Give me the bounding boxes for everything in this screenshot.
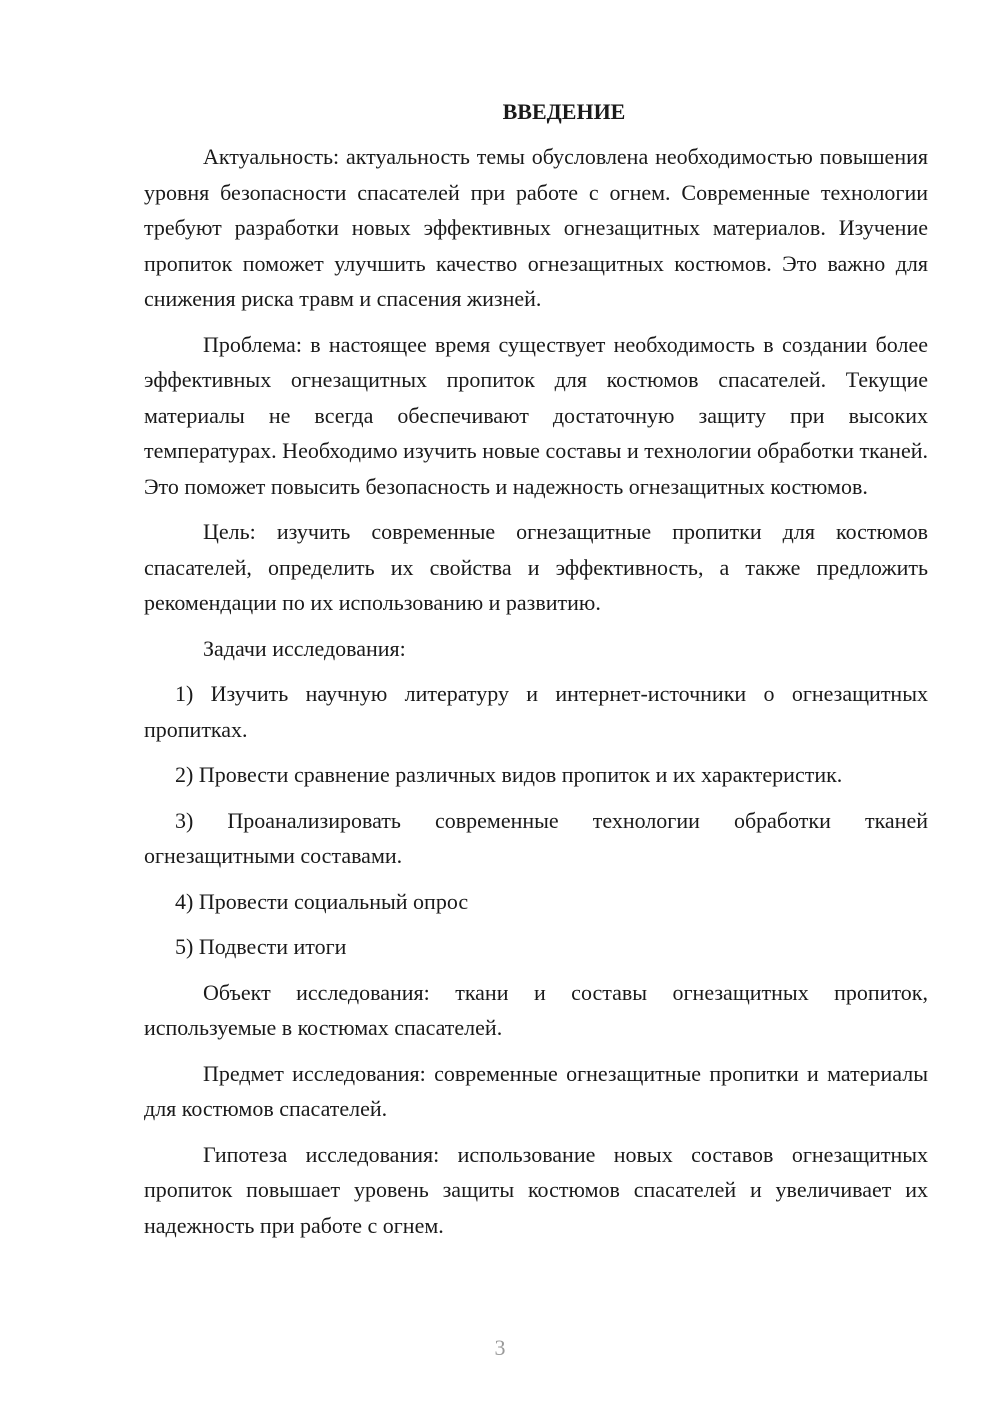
section-heading: ВВЕДЕНИЕ xyxy=(502,99,626,124)
task-item-4: 4) Провести социальный опрос xyxy=(175,888,469,914)
paragraph-subject: Предмет исследования: современные огнезащитные пропитки и материалы для костюмов спасателей. xyxy=(144,1060,928,1121)
paragraph-relevance: Актуальность: актуальность темы обусловлена необходимостью повышения уровня безопасности спасателей при работе с огнем. Современные технологии требуют разработки новых эффективных огнезащитных материалов. Изучение пропиток поможет улучшить качество огнезащитных костюмов. Это важно для снижения риска травм и спасения жизней. xyxy=(144,144,928,311)
task-item-5: 5) Подвести итоги xyxy=(175,934,347,959)
task-item-2: 2) Провести сравнение различных видов пропиток и их характеристик. xyxy=(175,762,843,787)
task-item-3: 3) Проанализировать современные технологии обработки тканей огнезащитными составами. xyxy=(144,807,928,868)
paragraph-object: Объект исследования: ткани и составы огнезащитных пропиток, используемые в костюмах спасателей. xyxy=(144,979,928,1040)
paragraph-tasks-intro: Задачи исследования: xyxy=(203,635,406,661)
document-page xyxy=(144,94,928,1253)
page-number: 3 xyxy=(494,1335,506,1360)
paragraph-hypothesis: Гипотеза исследования: использование новых составов огнезащитных пропиток повышает уровень защиты костюмов спасателей и увеличивает их надежность при работе с огнем. xyxy=(144,1141,928,1238)
paragraph-goal: Цель: изучить современные огнезащитные пропитки для костюмов спасателей, определить их свойства и эффективность, а также предложить рекомендации по их использованию и развитию. xyxy=(144,519,928,615)
paragraph-problem: Проблема: в настоящее время существует необходимость в создании более эффективных огнезащитных пропиток для костюмов спасателей. Текущие материалы не всегда обеспечивают достаточную защиту при высоких температурах. Необходимо изучить новые составы и технологии обработки тканей. Это поможет повысить безопасность и надежность огнезащитных костюмов. xyxy=(144,331,928,499)
task-item-1: 1) Изучить научную литературу и интернет-источники о огнезащитных пропитках. xyxy=(144,681,928,742)
